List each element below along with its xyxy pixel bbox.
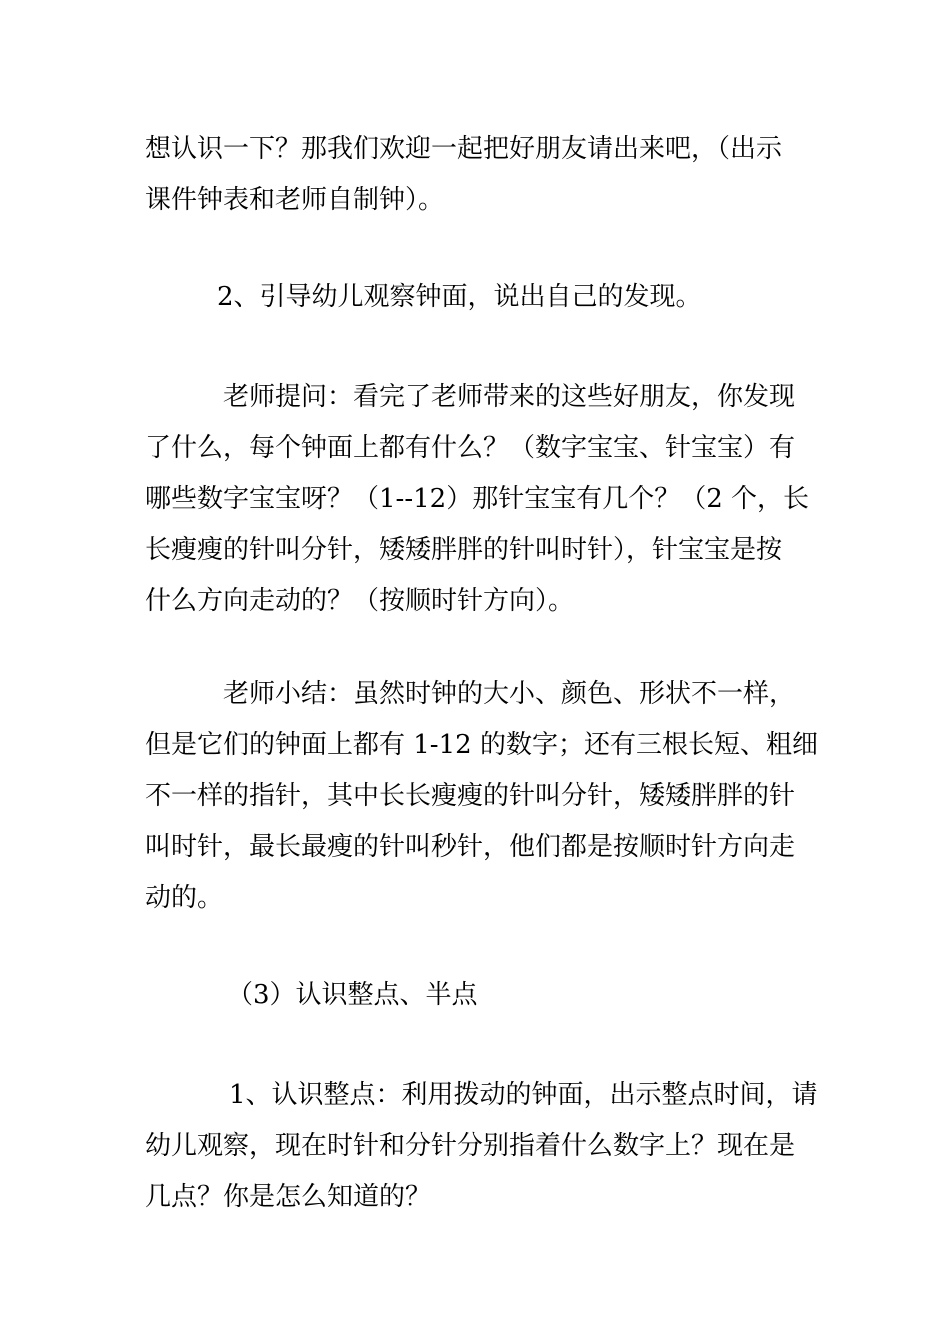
text-line: 幼儿观察，现在时针和分针分别指着什么数字上？现在是 xyxy=(145,1131,796,1161)
text-line: 不一样的指针，其中长长瘦瘦的针叫分针，矮矮胖胖的针 xyxy=(145,781,796,811)
text-line: 了什么，每个钟面上都有什么？（数字宝宝、针宝宝）有 xyxy=(145,433,796,463)
text-line: 几点？你是怎么知道的？ xyxy=(145,1182,432,1212)
text-line: 1、认识整点：利用拨动的钟面，出示整点时间，请 xyxy=(229,1080,818,1110)
paragraph-intro xyxy=(145,124,810,226)
paragraph-step-1 xyxy=(145,1070,818,1223)
text-line: 想认识一下？那我们欢迎一起把好朋友请出来吧，（出示 xyxy=(145,134,783,164)
paragraph-teacher-summary xyxy=(145,669,818,924)
text-line: 长瘦瘦的针叫分针，矮矮胖胖的针叫时针），针宝宝是按 xyxy=(145,535,783,565)
paragraph-teacher-question xyxy=(145,372,810,627)
text-line: 动的。 xyxy=(145,883,224,913)
section-heading-3 xyxy=(145,970,810,1021)
text-line: 叫时针，最长最瘦的针叫秒针，他们都是按顺时针方向走 xyxy=(145,832,796,862)
text-line: 但是它们的钟面上都有 1-12 的数字；还有三根长短、粗细 xyxy=(145,730,818,760)
text-line: 课件钟表和老师自制钟）。 xyxy=(145,185,445,215)
text-line: 2、引导幼儿观察钟面，说出自己的发现。 xyxy=(217,282,702,312)
text-line: （3）认识整点、半点 xyxy=(227,980,478,1010)
text-line: 哪些数字宝宝呀？（1--12）那针宝宝有几个？（2 个，长 xyxy=(145,484,810,514)
text-line: 老师提问：看完了老师带来的这些好朋友，你发现 xyxy=(223,382,796,412)
paragraph-step-2 xyxy=(145,272,810,323)
text-line: 什么方向走动的？（按顺时针方向）。 xyxy=(145,586,575,616)
text-line: 老师小结：虽然时钟的大小、颜色、形状不一样， xyxy=(223,679,796,709)
